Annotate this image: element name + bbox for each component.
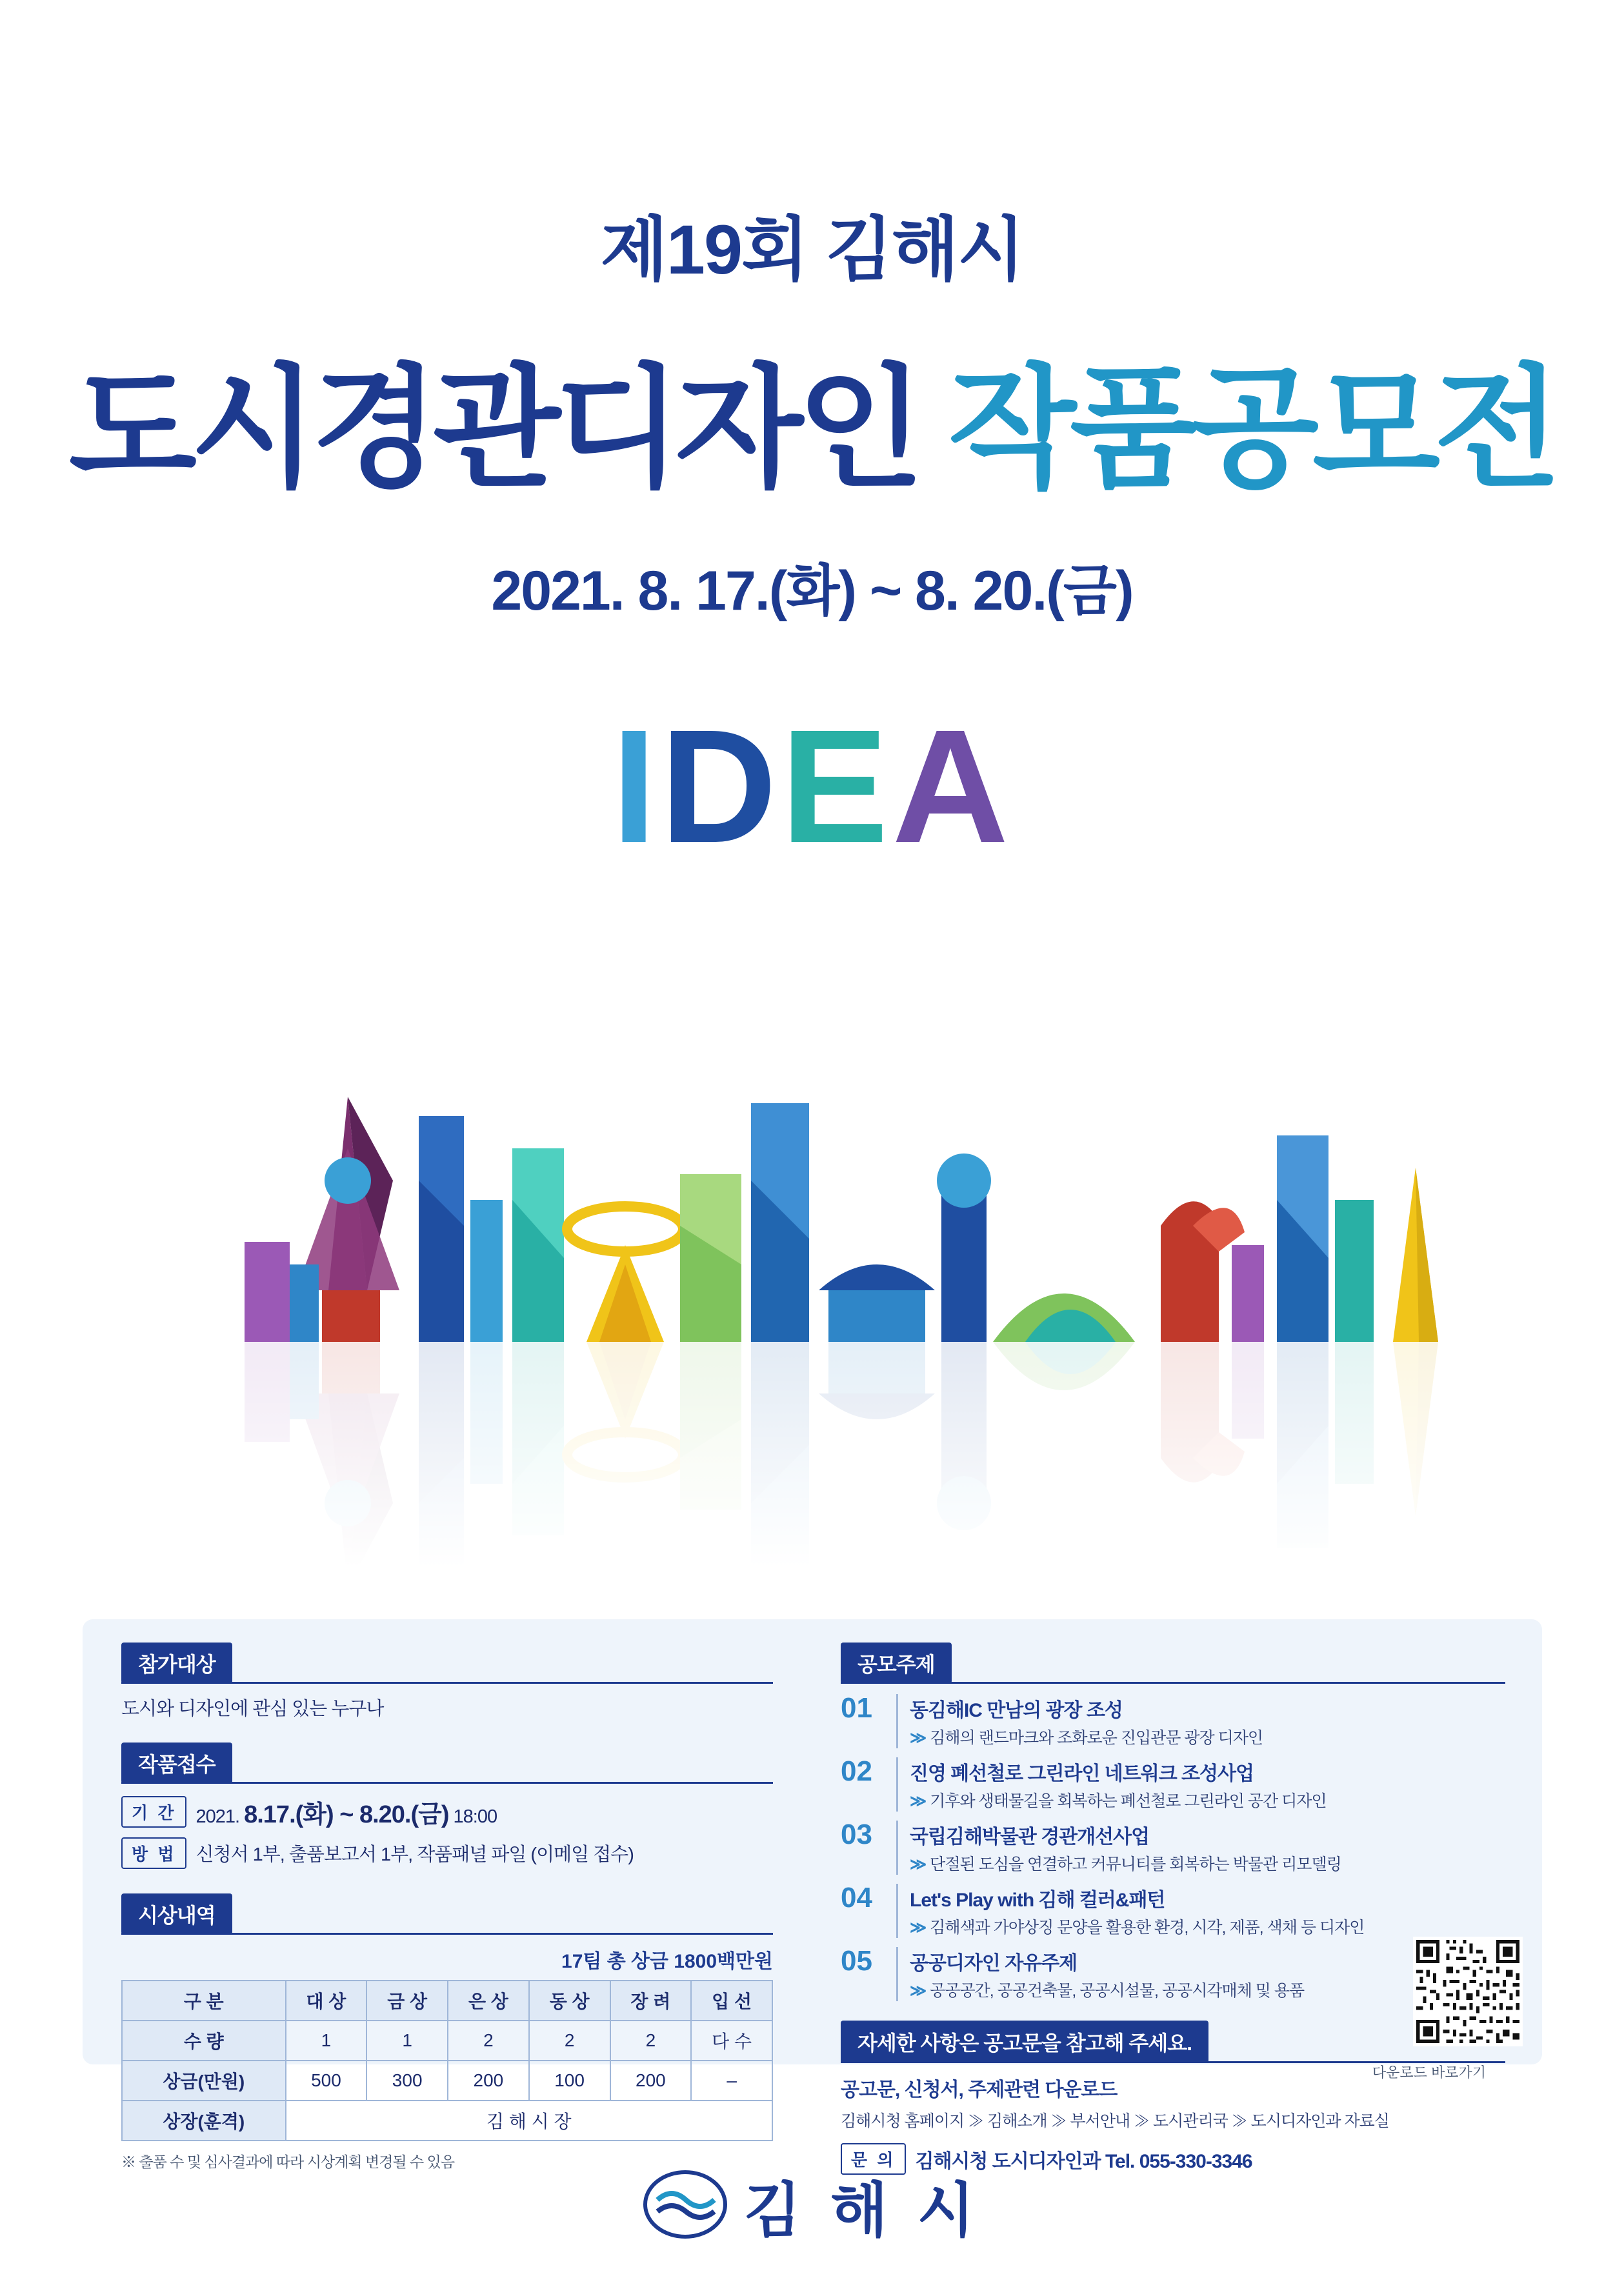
col-header-6: 입 선 [691,1981,772,2021]
arrow-icon: ≫ [910,1792,927,1810]
row-1-val-2: 200 [448,2061,529,2101]
row-1-val-0: 500 [286,2061,367,2101]
awards-footnote: ※ 출품 수 및 심사결과에 따라 시상계획 변경될 수 있음 [121,2153,455,2170]
arrow-icon: ≫ [910,1855,927,1873]
qr-code[interactable] [1413,1937,1523,2046]
list-item [841,1947,1505,2001]
table-row [122,2061,772,2101]
period-tag: 기 간 [121,1796,186,1828]
list-item [841,1821,1505,1875]
participants-text: 도시와 디자인에 관심 있는 누구나 [121,1699,384,1719]
row-1-val-1: 300 [366,2061,448,2101]
topic-desc [910,1852,1341,1875]
topic-desc-text: 공공공간, 공공건축물, 공공시설물, 공공시각매체 및 용품 [930,1982,1305,2000]
topic-number: 02 [841,1755,872,1787]
participants-heading: 참가대상 [121,1643,232,1684]
col-header-5: 장 려 [610,1981,692,2021]
row-0-val-5: 다 수 [691,2021,772,2061]
event-date: 2021. 8. 17.(화) ~ 8. 20.(금) [491,560,1133,622]
col-header-0: 구 분 [122,1981,286,2021]
topic-number: 03 [841,1819,872,1850]
topic-number: 01 [841,1692,872,1724]
col-header-3: 은 상 [448,1981,529,2021]
city-logo-row [643,2163,981,2248]
poster-header [0,0,1624,626]
topic-title: 동김해IC 만남의 광장 조성 [910,1700,1123,1721]
download-label: 다운로드 바로가기 [1372,2064,1486,2081]
gimhae-logo-icon [643,2169,727,2243]
topic-number: 05 [841,1945,872,1977]
period-time: 18:00 [453,1806,497,1827]
topic-desc [910,1725,1263,1748]
topic-divider [896,1947,898,2001]
notice-heading: 자세한 사항은 공고문을 참고해 주세요. [841,2021,1208,2063]
idea-letter-d: D [660,696,781,876]
row-0-val-3: 2 [529,2021,610,2061]
row-0-val-1: 1 [366,2021,448,2061]
topic-desc-text: 기후와 생태물길을 회복하는 폐선철로 그린라인 공간 디자인 [930,1792,1327,1810]
row-1-label: 상금(만원) [122,2061,286,2101]
notice-section [841,2021,1505,2175]
submission-heading: 작품접수 [121,1743,232,1784]
arrow-icon: ≫ [910,1982,927,2000]
idea-letter-e: E [780,696,892,876]
idea-letter-a: A [892,696,1013,876]
awards-table [121,1980,773,2141]
table-row [122,2021,772,2061]
list-item [841,1757,1505,1812]
col-header-1: 대 상 [286,1981,367,2021]
idea-wordmark [0,694,1624,879]
title-part-1: 도시경관디자인 [68,355,919,503]
contact-tag: 문 의 [841,2143,906,2175]
pre-title: 제19회 김해시 [600,210,1024,288]
topic-desc-text: 김해의 랜드마크와 조화로운 진입관문 광장 디자인 [930,1729,1263,1747]
idea-letters [612,694,1012,879]
col-header-2: 금 상 [366,1981,448,2021]
topics-section [841,1643,1505,2001]
topic-number: 04 [841,1882,872,1913]
poster-footer [0,2163,1624,2248]
topic-desc [910,1978,1304,2001]
title-part-2: 작품공모전 [948,355,1556,503]
panel-right-column [841,1643,1505,2175]
row-1-val-4: 200 [610,2061,692,2101]
list-item [841,1694,1505,1748]
topic-desc [910,1915,1364,1938]
table-header-row [122,1981,772,2021]
topics-heading: 공모주제 [841,1643,952,1684]
idea-letter-i: I [611,696,661,876]
panel-left-column [121,1643,773,2172]
row-0-label: 수 량 [122,2021,286,2061]
row-0-val-4: 2 [610,2021,692,2061]
topic-divider [896,1757,898,1812]
topic-desc-text: 김해색과 가야상징 문양을 활용한 환경, 시각, 제품, 색채 등 디자인 [930,1919,1365,1937]
participants-section [121,1643,773,1721]
topic-desc-text: 단절된 도심을 연결하고 커뮤니티를 회복하는 박물관 리모델링 [930,1855,1341,1873]
topic-title: Let's Play with 김해 컬러&패턴 [910,1890,1165,1911]
city-name: 김 해 시 [743,2178,981,2244]
submission-section [121,1743,773,1869]
topic-desc [910,1788,1327,1812]
period-main: 8.17.(화) ~ 8.20.(금) [244,1801,449,1828]
topic-divider [896,1821,898,1875]
row-1-val-5: – [691,2061,772,2101]
city-skyline-illustration [0,987,1624,1581]
topic-divider [896,1694,898,1748]
col-header-4: 동 상 [529,1981,610,2021]
table-row [122,2101,772,2141]
certificate-value: 김 해 시 장 [286,2101,772,2141]
arrow-icon: ≫ [910,1729,927,1747]
submission-period-row [121,1794,773,1830]
info-panel [83,1619,1542,2172]
row-0-val-0: 1 [286,2021,367,2061]
row-1-val-3: 100 [529,2061,610,2101]
awards-heading: 시상내역 [121,1893,232,1935]
period-text [195,1794,497,1830]
topic-title: 국립김해박물관 경관개선사업 [910,1826,1150,1848]
topic-title: 진영 폐선철로 그린라인 네트워크 조성사업 [910,1763,1254,1784]
list-item [841,1884,1505,1938]
awards-note: 17팀 총 상금 1800백만원 [561,1951,773,1972]
notice-line-1: 공고문, 신청서, 주제관련 다운로드 [841,2079,1118,2101]
period-prefix: 2021. [195,1806,240,1827]
awards-section [121,1893,773,2172]
notice-line-2: 김해시청 홈페이지 ≫ 김해소개 ≫ 부서안내 ≫ 도시관리국 ≫ 도시디자인과 자료실 [841,2112,1389,2130]
page-title [0,322,1624,512]
arrow-icon: ≫ [910,1919,927,1937]
certificate-label: 상장(훈격) [122,2101,286,2141]
topic-title: 공공디자인 자유주제 [910,1953,1078,1974]
contact-text: 김해시청 도시디자인과 Tel. 055-330-3346 [915,2150,1252,2172]
method-tag: 방 법 [121,1837,186,1869]
method-text: 신청서 1부, 출품보고서 1부, 작품패널 파일 (이메일 접수) [195,1844,634,1865]
topic-divider [896,1884,898,1938]
submission-method-row [121,1837,773,1869]
row-0-val-2: 2 [448,2021,529,2061]
